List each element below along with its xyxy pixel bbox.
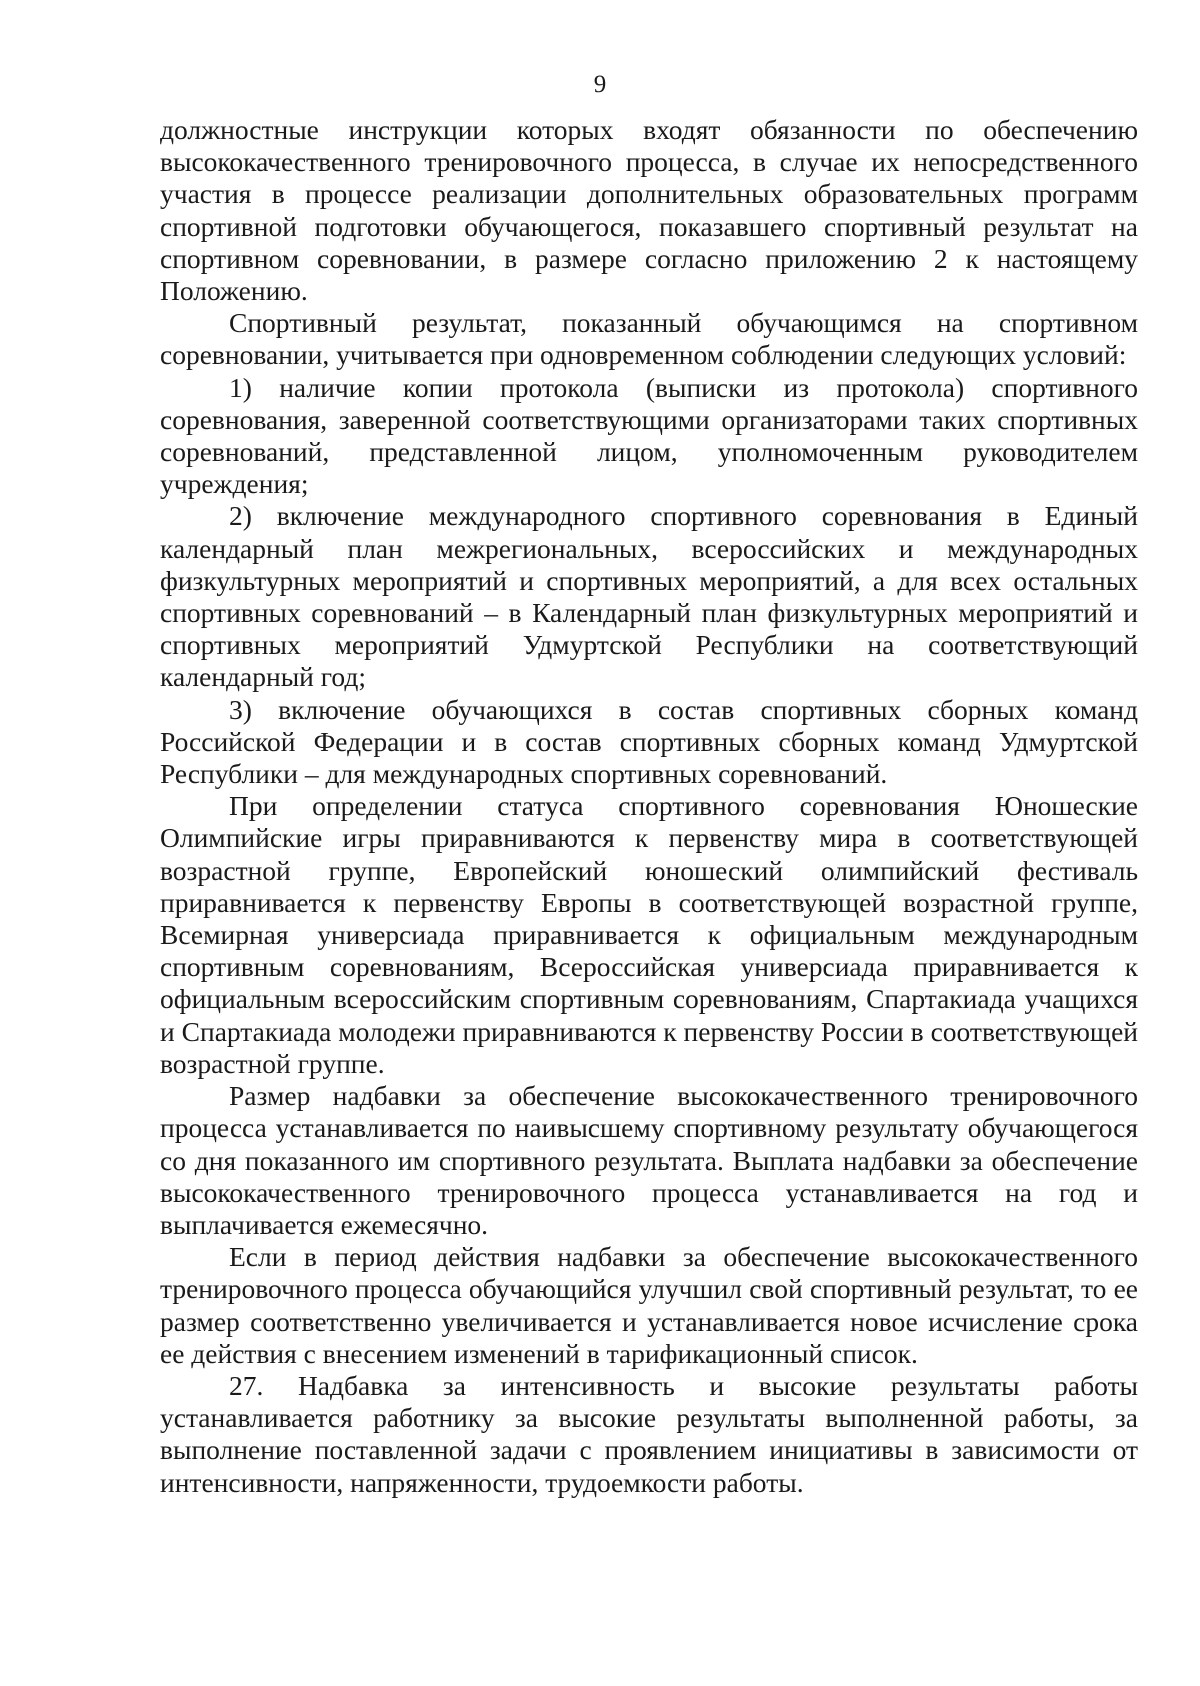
paragraph-bonus-amount: Размер надбавки за обеспечение высококачественного тренировочного процесса устанавливается по наивысшему спортивному результату обучающегося со дня показанного им спортивного результата. Выплата надбавки за обеспечение высококачественного тренировочного процесса устанавливается на год и выплачивается ежемесячно. xyxy=(160,1080,1138,1240)
paragraph-item-27: 27. Надбавка за интенсивность и высокие результаты работы устанавливается работнику за высокие результаты выполненной работы, за выполнение поставленной задачи с проявлением инициативы в зависимости от интенсивности, напряженности, трудоемкости работы. xyxy=(160,1369,1138,1498)
paragraph-result-improvement: Если в период действия надбавки за обеспечение высококачественного тренировочного процесса обучающийся улучшил свой спортивный результат, то ее размер соответственно увеличивается и устанавливается новое исчисление срока ее действия с внесением изменений в тарификационный список. xyxy=(160,1241,1138,1369)
paragraph-result-conditions: Спортивный результат, показанный обучающимся на спортивном соревновании, учитывается при одновременном соблюдении следующих условий: xyxy=(160,307,1138,371)
document-body xyxy=(160,114,1138,1499)
paragraph-duties-continuation: должностные инструкции которых входят обязанности по обеспечению высококачественного тренировочного процесса, в случае их непосредственного участия в процессе реализации дополнительных образовательных программ спортивной подготовки обучающегося, показавшего спортивный результат на спортивном соревновании, в размере согласно приложению 2 к настоящему Положению. xyxy=(160,114,1138,307)
page-number: 9 xyxy=(593,71,607,98)
paragraph-condition-1: 1) наличие копии протокола (выписки из протокола) спортивного соревнования, заверенной соответствующими организаторами таких спортивных соревнований, представленной лицом, уполномоченным руководителем учреждения; xyxy=(160,371,1138,500)
paragraph-condition-3: 3) включение обучающихся в состав спортивных сборных команд Российской Федерации и в состав спортивных сборных команд Удмуртской Республики – для международных спортивных соревнований. xyxy=(160,693,1138,790)
paragraph-condition-2: 2) включение международного спортивного соревнования в Единый календарный план межрегиональных, всероссийских и международных физкультурных мероприятий и спортивных мероприятий, а для всех остальных спортивных соревнований – в Календарный план физкультурных мероприятий и спортивных мероприятий Удмуртской Республики на соответствующий календарный год; xyxy=(160,500,1138,693)
paragraph-competition-status: При определении статуса спортивного соревнования Юношеские Олимпийские игры приравниваются к первенству мира в соответствующей возрастной группе, Европейский юношеский олимпийский фестиваль приравнивается к первенству Европы в соответствующей возрастной группе, Всемирная универсиада приравнивается к официальным международным спортивным соревнованиям, Всероссийская универсиада приравнивается к официальным всероссийским спортивным соревнованиям, Спартакиада учащихся и Спартакиада молодежи приравниваются к первенству России в соответствующей возрастной группе. xyxy=(160,790,1138,1079)
